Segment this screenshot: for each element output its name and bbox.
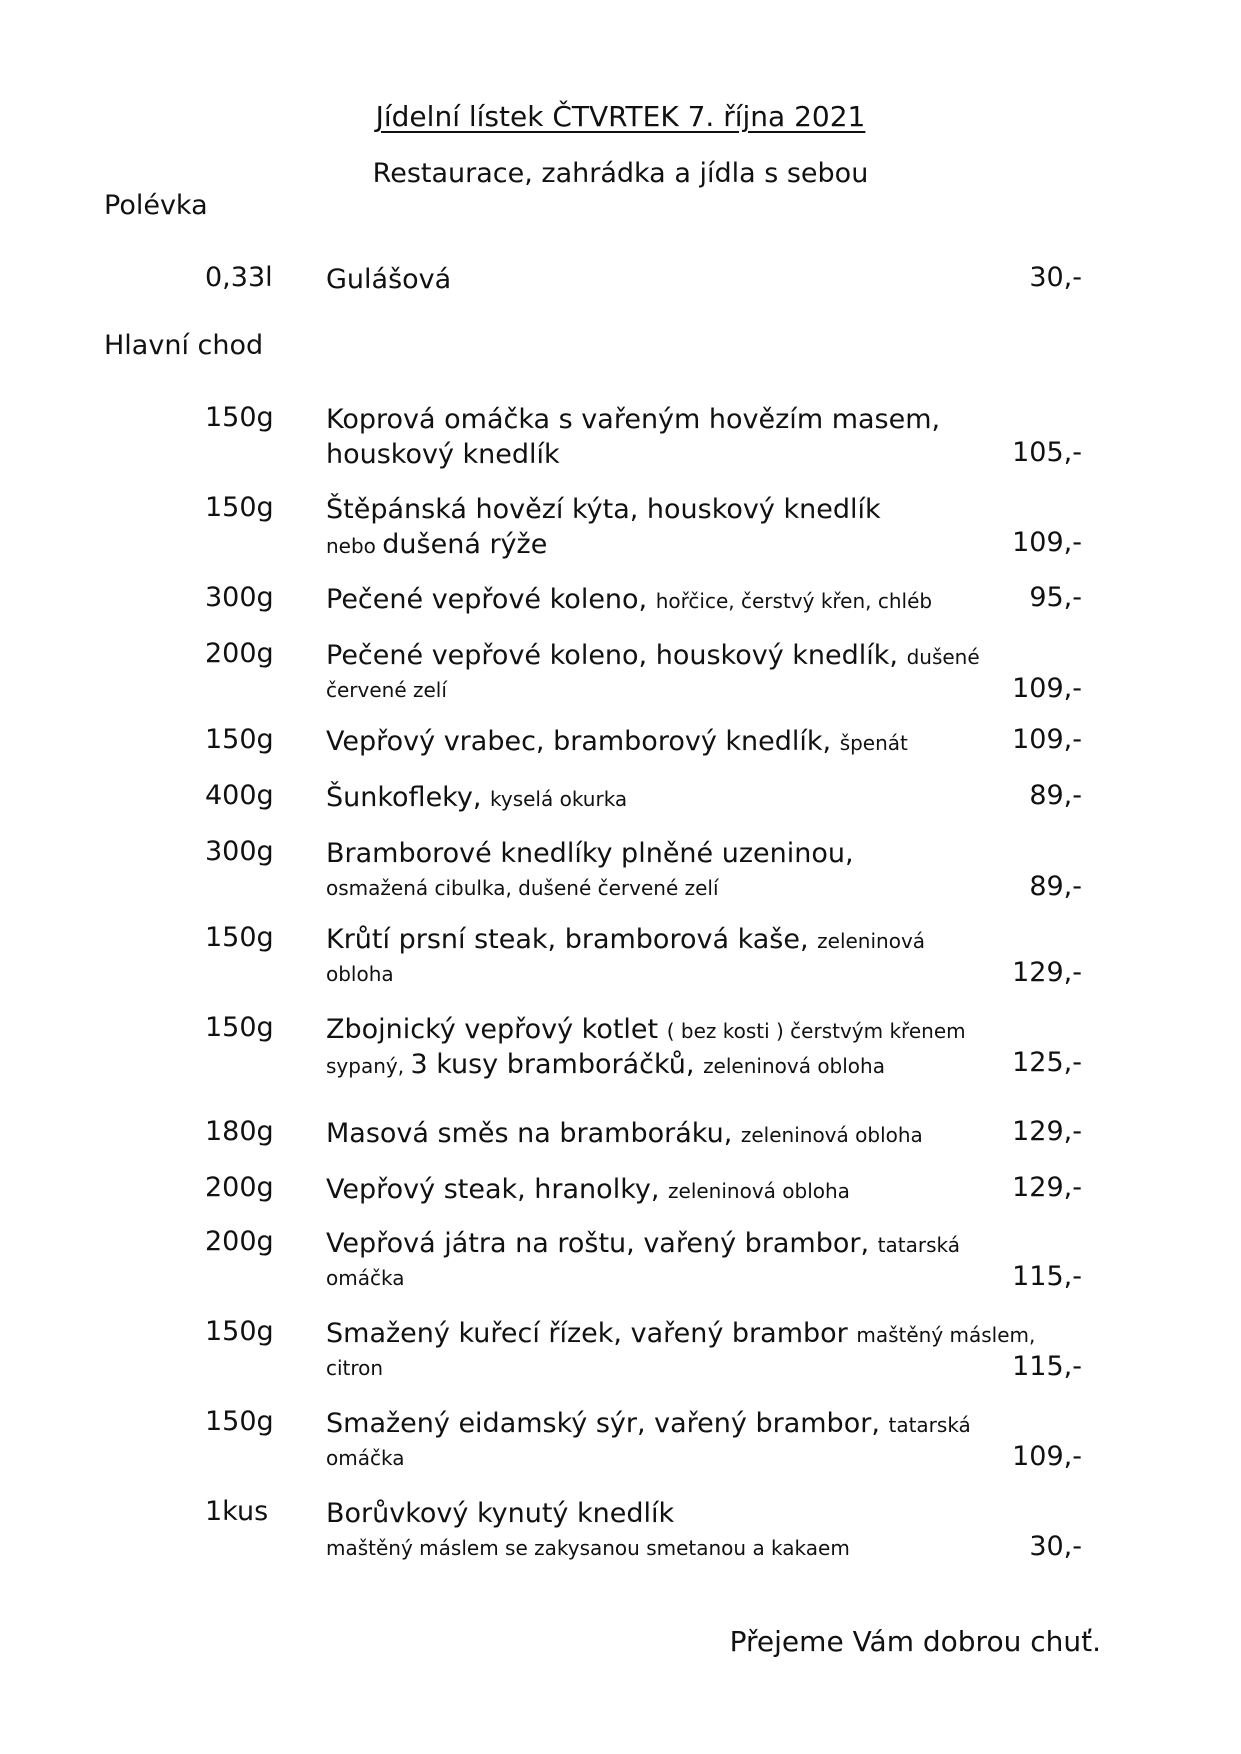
side-note-text: červené zelí <box>326 678 447 702</box>
menu-item-weight: 150g <box>205 724 274 755</box>
dish-name-text: dušená rýže <box>382 529 548 560</box>
description-line <box>326 1172 1026 1207</box>
menu-item-description <box>326 724 1026 759</box>
menu-item-weight: 200g <box>205 1172 274 1203</box>
dish-name-text: Borůvkový kynutý knedlík <box>326 1498 675 1529</box>
description-line <box>326 780 1026 815</box>
menu-item-weight: 300g <box>205 582 274 613</box>
section-label-soup: Polévka <box>104 190 208 221</box>
menu-item-description <box>326 922 1026 992</box>
description-line <box>326 1406 1026 1441</box>
menu-item-price: 109,- <box>1012 527 1082 558</box>
description-line <box>326 262 1026 297</box>
menu-item-weight: 150g <box>205 922 274 953</box>
side-note-text: ( bez kosti ) čerstvým křenem <box>666 1019 966 1043</box>
dish-name-text: Vepřový steak, hranolky, <box>326 1174 669 1205</box>
menu-item-description <box>326 1316 1036 1386</box>
menu-item-weight: 0,33l <box>205 262 273 293</box>
description-line <box>326 1047 1026 1082</box>
side-note-text: zeleninová obloha <box>703 1054 885 1078</box>
menu-item-description <box>326 1406 1026 1476</box>
menu-item-weight: 150g <box>205 492 274 523</box>
menu-item-description <box>326 402 1026 472</box>
menu-subtitle: Restaurace, zahrádka a jídla s sebou <box>372 158 869 189</box>
dish-name-text: Štěpánská hovězí kýta, houskový knedlík <box>326 494 881 525</box>
menu-item-price: 30,- <box>1029 262 1082 293</box>
menu-item-weight: 200g <box>205 638 274 669</box>
side-note-text: obloha <box>326 962 394 986</box>
description-line <box>326 1012 1026 1047</box>
side-note-text: maštěný máslem se zakysanou smetanou a kakaem <box>326 1536 850 1560</box>
side-note-text: kyselá okurka <box>490 787 628 811</box>
menu-item-description <box>326 582 1026 617</box>
dish-name-text: Smažený kuřecí řízek, vařený brambor <box>326 1318 857 1349</box>
menu-item-weight: 300g <box>205 836 274 867</box>
dish-name-text: houskový knedlík <box>326 439 560 470</box>
description-line <box>326 638 1026 673</box>
menu-item-description <box>326 1172 1026 1207</box>
description-line <box>326 1226 1026 1261</box>
side-note-text: zeleninová <box>817 929 926 953</box>
side-note-text: dušené <box>906 645 980 669</box>
menu-item-price: 109,- <box>1012 1441 1082 1472</box>
menu-item-description <box>326 1116 1026 1151</box>
side-note-text: maštěný máslem, <box>856 1323 1036 1347</box>
side-note-text: zeleninová obloha <box>740 1123 923 1147</box>
menu-item-price: 89,- <box>1029 780 1082 811</box>
menu-item-description <box>326 780 1026 815</box>
menu-item-description <box>326 492 1026 562</box>
menu-item-weight: 150g <box>205 1012 274 1043</box>
description-line <box>326 437 1026 472</box>
menu-item-description <box>326 836 1026 906</box>
side-note-text: hořčice, čerstvý křen, chléb <box>655 589 933 613</box>
dish-name-text: Vepřový vrabec, bramborový knedlík, <box>326 726 840 757</box>
menu-item-price: 129,- <box>1012 1172 1082 1203</box>
side-note-text: omáčka <box>326 1446 405 1470</box>
menu-item-price: 30,- <box>1029 1531 1082 1562</box>
closing-wish: Přejeme Vám dobrou chuť. <box>729 1625 1101 1658</box>
menu-item-price: 89,- <box>1029 871 1082 902</box>
menu-item-weight: 200g <box>205 1226 274 1257</box>
menu-item-description <box>326 262 1026 297</box>
side-note-text: zeleninová obloha <box>668 1179 850 1203</box>
menu-item-description <box>326 1012 1026 1082</box>
description-line <box>326 724 1026 759</box>
description-line <box>326 922 1026 957</box>
menu-item-weight: 150g <box>205 402 274 433</box>
side-note-text: tatarská <box>888 1413 971 1437</box>
description-line <box>326 957 1026 992</box>
menu-item-description <box>326 638 1026 708</box>
description-line <box>326 1351 1026 1386</box>
side-note-text: nebo <box>326 534 383 558</box>
side-note-text: špenát <box>839 731 908 755</box>
menu-item-description <box>326 1496 1026 1566</box>
menu-item-description <box>326 1226 1026 1296</box>
menu-item-weight: 180g <box>205 1116 274 1147</box>
menu-title: Jídelní lístek ČTVRTEK 7. října 2021 <box>375 100 866 133</box>
dish-name-text: Pečené vepřové koleno, houskový knedlík, <box>326 640 907 671</box>
description-line <box>326 402 1026 437</box>
description-line <box>326 1116 1026 1151</box>
dish-name-text: Masová směs na bramboráku, <box>326 1118 741 1149</box>
menu-item-price: 115,- <box>1012 1261 1082 1292</box>
dish-name-text: Smažený eidamský sýr, vařený brambor, <box>326 1408 889 1439</box>
description-line <box>326 492 1026 527</box>
dish-name-text: Bramborové knedlíky plněné uzeninou, <box>326 838 854 869</box>
dish-name-text: Krůtí prsní steak, bramborová kaše, <box>326 924 818 955</box>
dish-name-text: Gulášová <box>326 264 452 295</box>
description-line <box>326 1496 1026 1531</box>
menu-item-price: 105,- <box>1012 437 1082 468</box>
dish-name-text: Koprová omáčka s vařeným hovězím masem, <box>326 404 941 435</box>
description-line <box>326 1531 1026 1566</box>
description-line <box>326 527 1026 562</box>
dish-name-text: Šunkofleky, <box>326 782 490 813</box>
menu-item-price: 125,- <box>1012 1047 1082 1078</box>
side-note-text: sypaný, <box>326 1054 411 1078</box>
description-line <box>326 1441 1026 1476</box>
description-line <box>326 582 1026 617</box>
dish-name-text: Vepřová játra na roštu, vařený brambor, <box>326 1228 878 1259</box>
dish-name-text: 3 kusy bramboráčků, <box>410 1049 704 1080</box>
section-label-main: Hlavní chod <box>104 330 264 361</box>
menu-item-weight: 1kus <box>205 1496 269 1527</box>
dish-name-text: Zbojnický vepřový kotlet <box>326 1014 667 1045</box>
menu-item-price: 109,- <box>1012 724 1082 755</box>
description-line <box>326 1316 1036 1351</box>
menu-item-price: 129,- <box>1012 1116 1082 1147</box>
menu-item-weight: 150g <box>205 1316 274 1347</box>
menu-item-price: 95,- <box>1029 582 1082 613</box>
side-note-text: osmažená cibulka, dušené červené zelí <box>326 876 719 900</box>
description-line <box>326 1261 1026 1296</box>
menu-item-weight: 400g <box>205 780 274 811</box>
menu-item-price: 115,- <box>1012 1351 1082 1382</box>
description-line <box>326 836 1026 871</box>
description-line <box>326 871 1026 906</box>
menu-item-price: 109,- <box>1012 673 1082 704</box>
side-note-text: omáčka <box>326 1266 405 1290</box>
dish-name-text: Pečené vepřové koleno, <box>326 584 656 615</box>
description-line <box>326 673 1026 708</box>
side-note-text: tatarská <box>877 1233 960 1257</box>
menu-item-price: 129,- <box>1012 957 1082 988</box>
menu-item-weight: 150g <box>205 1406 274 1437</box>
side-note-text: citron <box>326 1356 384 1380</box>
